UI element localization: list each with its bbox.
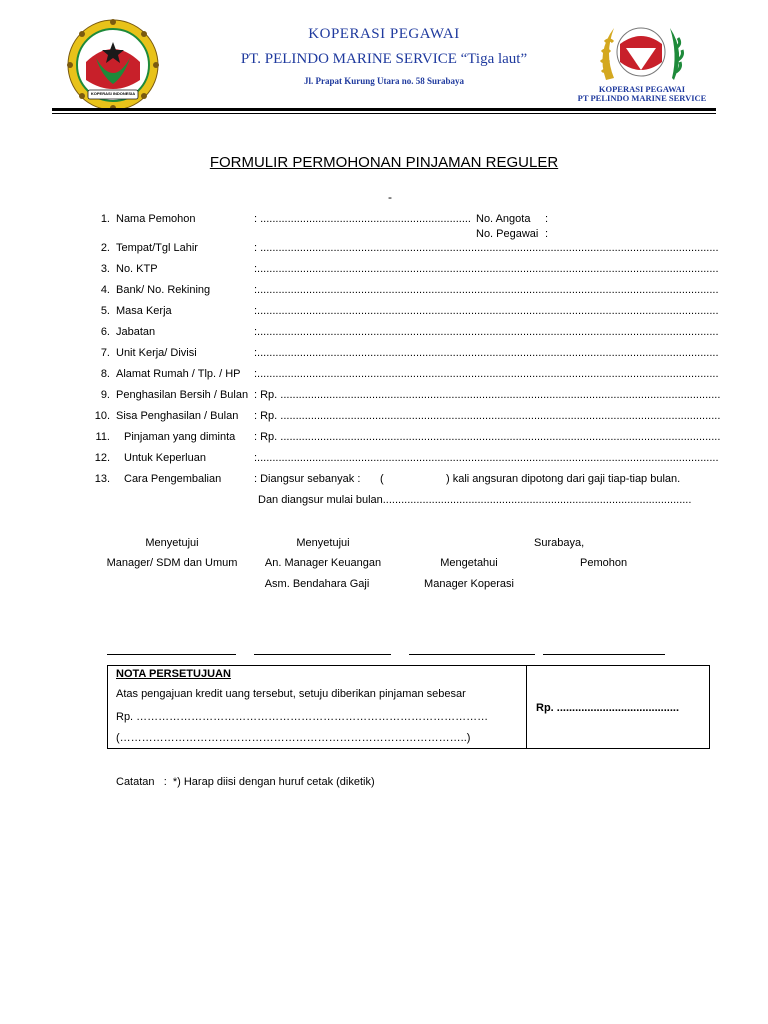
- angsuran-paren-open: (: [380, 473, 384, 485]
- field-number: 6.: [100, 326, 110, 338]
- field-label-penghasilan-bersih: Penghasilan Bersih / Bulan: [116, 389, 249, 401]
- field-number: 9.: [100, 389, 110, 401]
- field-label-unit-kerja: Unit Kerja/ Divisi: [116, 347, 197, 359]
- right-logo-caption-2: PT PELINDO MARINE SERVICE: [577, 93, 707, 103]
- angsuran-count-input[interactable]: [388, 473, 444, 487]
- field-value-nama-pemohon[interactable]: : .....................................................................: [254, 213, 471, 225]
- angsuran-text: ) kali angsuran dipotong dari gaji tiap-tiap bulan.: [446, 473, 681, 485]
- field-label-sisa-penghasilan: Sisa Penghasilan / Bulan: [116, 410, 239, 422]
- field-value-no-ktp[interactable]: :.......................................................................................................................................................: [254, 263, 719, 275]
- field-value-unit-kerja[interactable]: :.......................................................................................................................................................: [254, 347, 719, 359]
- sig-col4-place: Surabaya,: [534, 537, 585, 549]
- field-value-bank-rekening[interactable]: :.......................................................................................................................................................: [254, 284, 719, 296]
- field-label-jabatan: Jabatan: [116, 326, 156, 338]
- sig-col3-mengetahui: Mengetahui: [440, 557, 498, 569]
- field-label-bank-rekening: Bank/ No. Rekining: [116, 284, 211, 296]
- sig-col4-pemohon: Pemohon: [580, 557, 628, 569]
- field-number: 8.: [100, 368, 110, 380]
- field-label-no-ktp: No. KTP: [116, 263, 158, 275]
- field-number: 1.: [100, 213, 110, 225]
- field-value-pinjaman-diminta[interactable]: : Rp. ................................................................................................................................................: [254, 431, 721, 443]
- signature-line-4[interactable]: [543, 654, 665, 655]
- field-label-masa-kerja: Masa Kerja: [116, 305, 172, 317]
- title-dash: -: [388, 190, 392, 204]
- sig-col1-title: Manager/ SDM dan Umum: [106, 557, 238, 569]
- field-label-tempat-tgl-lahir: Tempat/Tgl Lahir: [116, 242, 198, 254]
- no-angota-colon[interactable]: :: [545, 213, 549, 225]
- field-label-cara-pengembalian: Cara Pengembalian: [124, 473, 222, 485]
- field-label-pinjaman-diminta: Pinjaman yang diminta: [124, 431, 236, 443]
- header-divider-thick: [52, 108, 716, 111]
- field-number: 4.: [100, 284, 110, 296]
- sig-col1-menyetujui: Menyetujui: [145, 537, 199, 549]
- field-label-alamat-rumah: Alamat Rumah / Tlp. / HP: [116, 368, 241, 380]
- org-name-line2: PT. PELINDO MARINE SERVICE “Tiga laut”: [240, 51, 528, 67]
- field-number: 11.: [95, 431, 110, 443]
- field-number: 2.: [100, 242, 110, 254]
- signature-line-1[interactable]: [107, 654, 236, 655]
- koperasi-pegawai-logo: [596, 22, 686, 84]
- sig-col2-subtitle: Asm. Bendahara Gaji: [264, 578, 370, 590]
- field-label-untuk-keperluan: Untuk Keperluan: [124, 452, 206, 464]
- sig-col3-title: Manager Koperasi: [424, 578, 514, 590]
- sig-col2-title: An. Manager Keuangan: [264, 557, 382, 569]
- field-value-cara-pengembalian: : Diangsur sebanyak :: [254, 473, 361, 485]
- field-label-nama-pemohon: Nama Pemohon: [116, 213, 196, 225]
- signature-line-2[interactable]: [254, 654, 391, 655]
- nota-terbilang-field[interactable]: (…………………………………………………………………………………..): [116, 732, 471, 744]
- mulai-bulan-field[interactable]: Dan diangsur mulai bulan.....................................................................................................: [258, 494, 692, 506]
- field-value-tempat-tgl-lahir[interactable]: : ......................................................................................................................................................: [254, 242, 719, 254]
- right-logo-caption-1: KOPERASI PEGAWAI: [598, 84, 686, 94]
- no-pegawai-colon[interactable]: :: [545, 228, 549, 240]
- field-number: 10.: [94, 410, 110, 422]
- org-address: Jl. Prapat Kurung Utara no. 58 Surabaya: [303, 76, 464, 86]
- nota-title: NOTA PERSETUJUAN: [116, 668, 231, 680]
- left-logo-caption: KOPERASI INDONESIA: [90, 91, 136, 96]
- no-angota-label: No. Angota: [476, 213, 531, 225]
- field-value-alamat-rumah[interactable]: :.......................................................................................................................................................: [254, 368, 719, 380]
- nota-divider: [526, 666, 527, 748]
- field-value-sisa-penghasilan[interactable]: : Rp. ................................................................................................................................................: [254, 410, 721, 422]
- no-pegawai-label: No. Pegawai: [476, 228, 539, 240]
- org-name-line1: KOPERASI PEGAWAI: [308, 26, 460, 42]
- signature-line-3[interactable]: [409, 654, 535, 655]
- field-value-masa-kerja[interactable]: :.......................................................................................................................................................: [254, 305, 719, 317]
- nota-text: Atas pengajuan kredit uang tersebut, setuju diberikan pinjaman sebesar: [116, 688, 466, 700]
- field-number: 7.: [100, 347, 110, 359]
- header-divider-thin: [52, 113, 716, 114]
- field-number: 12.: [94, 452, 110, 464]
- field-value-untuk-keperluan[interactable]: :.......................................................................................................................................................: [254, 452, 719, 464]
- nota-amount-field[interactable]: Rp. ……………………………………………………………………………………: [116, 711, 489, 723]
- field-number: 3.: [100, 263, 110, 275]
- sig-col2-menyetujui: Menyetujui: [296, 537, 350, 549]
- nota-approved-amount[interactable]: Rp. ........................................: [536, 702, 680, 714]
- form-title: FORMULIR PERMOHONAN PINJAMAN REGULER: [209, 154, 559, 171]
- field-value-penghasilan-bersih[interactable]: : Rp. ................................................................................................................................................: [254, 389, 721, 401]
- field-value-jabatan[interactable]: :.......................................................................................................................................................: [254, 326, 719, 338]
- field-number: 5.: [100, 305, 110, 317]
- field-number: 13.: [94, 473, 110, 485]
- catatan-note: Catatan : *) Harap diisi dengan huruf cetak (diketik): [116, 776, 375, 788]
- nota-persetujuan-box: [107, 665, 710, 749]
